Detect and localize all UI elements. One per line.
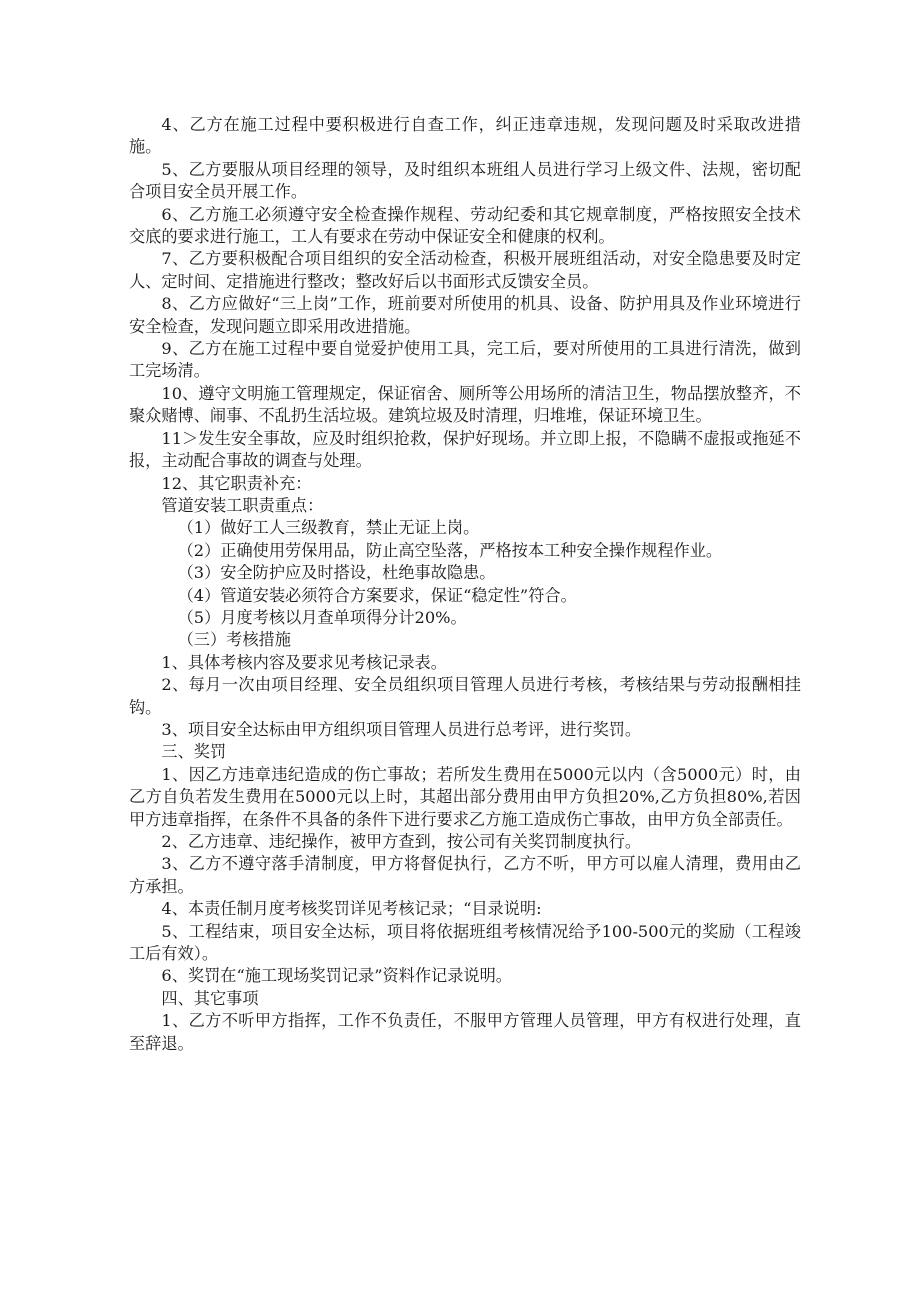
paragraph: 12、其它职责补充： <box>161 473 312 493</box>
paragraph: 2、每月一次由项目经理、安全员组织项目管理人员进行考核，考核结果与劳动报酬相挂钩。 <box>129 675 801 717</box>
paragraph: 6、乙方施工必须遵守安全检查操作规程、劳动纪委和其它规章制度，严格按照安全技术交底的要求进行施工，工人有要求在劳动中保证安全和健康的权利。 <box>129 204 801 247</box>
paragraph: 1、因乙方违章违纪造成的伤亡事故；若所发生费用在5000元以内（含5000元）时，由乙方自负若发生费用在5000元以上时，其超出部分费用由甲方负担20%,乙方负担80%,若因甲方违章指挥，在条件不具备的条件下进行要求乙方施工造成伤亡事故，由甲方负全部责任。 <box>129 764 801 829</box>
paragraph: （4）管道安装必须符合方案要求，保证“稳定性”符合。 <box>177 585 577 605</box>
paragraph: 6、奖罚在“施工现场奖罚记录”资料作记录说明。 <box>161 966 512 986</box>
paragraph: （3）安全防护应及时搭设，杜绝事故隐患。 <box>177 563 496 583</box>
paragraph: 5、工程结束，项目安全达标，项目将依据班组考核情况给予100-500元的奖励（工程竣工后有效）。 <box>129 921 801 964</box>
paragraph: （三）考核措施 <box>177 630 291 650</box>
paragraph: 3、项目安全达标由甲方组织项目管理人员进行总考评，进行奖罚。 <box>161 719 642 739</box>
paragraph: 8、乙方应做好“三上岗”工作，班前要对所使用的机具、设备、防护用具及作业环境进行安全检查，发现问题立即采用改进措施。 <box>129 294 801 336</box>
paragraph: 管道安装工职责重点： <box>161 495 324 515</box>
paragraph: 4、本责任制月度考核奖罚详见考核记录；“目录说明: <box>161 899 542 919</box>
paragraph: 3、乙方不遵守落手清制度，甲方将督促执行，乙方不听，甲方可以雇人清理，费用由乙方承担。 <box>129 854 801 896</box>
paragraph: （5）月度考核以月查单项得分计20%。 <box>177 607 467 627</box>
document-body <box>129 114 801 1055</box>
paragraph: 4、乙方在施工过程中要积极进行自查工作，纠正违章违规，发现问题及时采取改进措施。 <box>129 115 801 157</box>
paragraph: 四、其它事项 <box>161 988 259 1008</box>
paragraph: 2、乙方违章、违纪操作，被甲方查到，按公司有关奖罚制度执行。 <box>161 832 642 851</box>
paragraph: 1、具体考核内容及要求见考核记录表。 <box>161 652 447 672</box>
paragraph: 1、乙方不听甲方指挥，工作不负责任，不服甲方管理人员管理，甲方有权进行处理，直至辞退。 <box>129 1011 801 1053</box>
paragraph: 10、遵守文明施工管理规定，保证宿舍、厕所等公用场所的清洁卫生，物品摆放整齐，不聚众赌博、闹事、不乱扔生活垃圾。建筑垃圾及时清理，归堆堆，保证环境卫生。 <box>129 383 801 426</box>
paragraph: 7、乙方要积极配合项目组织的安全活动检查，积极开展班组活动，对安全隐患要及时定人、定时间、定措施进行整改；整改好后以书面形式反馈安全员。 <box>129 249 801 291</box>
paragraph: 11＞发生安全事故，应及时组织抢救，保护好现场。并立即上报，不隐瞒不虚报或拖延不报，主动配合事故的调查与处理。 <box>129 428 801 471</box>
paragraph: 5、乙方要服从项目经理的领导，及时组织本班组人员进行学习上级文件、法规，密切配合项目安全员开展工作。 <box>129 159 801 202</box>
paragraph: 三、奖罚 <box>161 742 227 762</box>
paragraph: （2）正确使用劳保用品，防止高空坠落，严格按本工种安全操作规程作业。 <box>177 540 723 560</box>
paragraph: 9、乙方在施工过程中要自觉爱护使用工具，完工后，要对所使用的工具进行清洗，做到工完场清。 <box>129 339 801 381</box>
paragraph: （1）做好工人三级教育，禁止无证上岗。 <box>177 518 480 538</box>
